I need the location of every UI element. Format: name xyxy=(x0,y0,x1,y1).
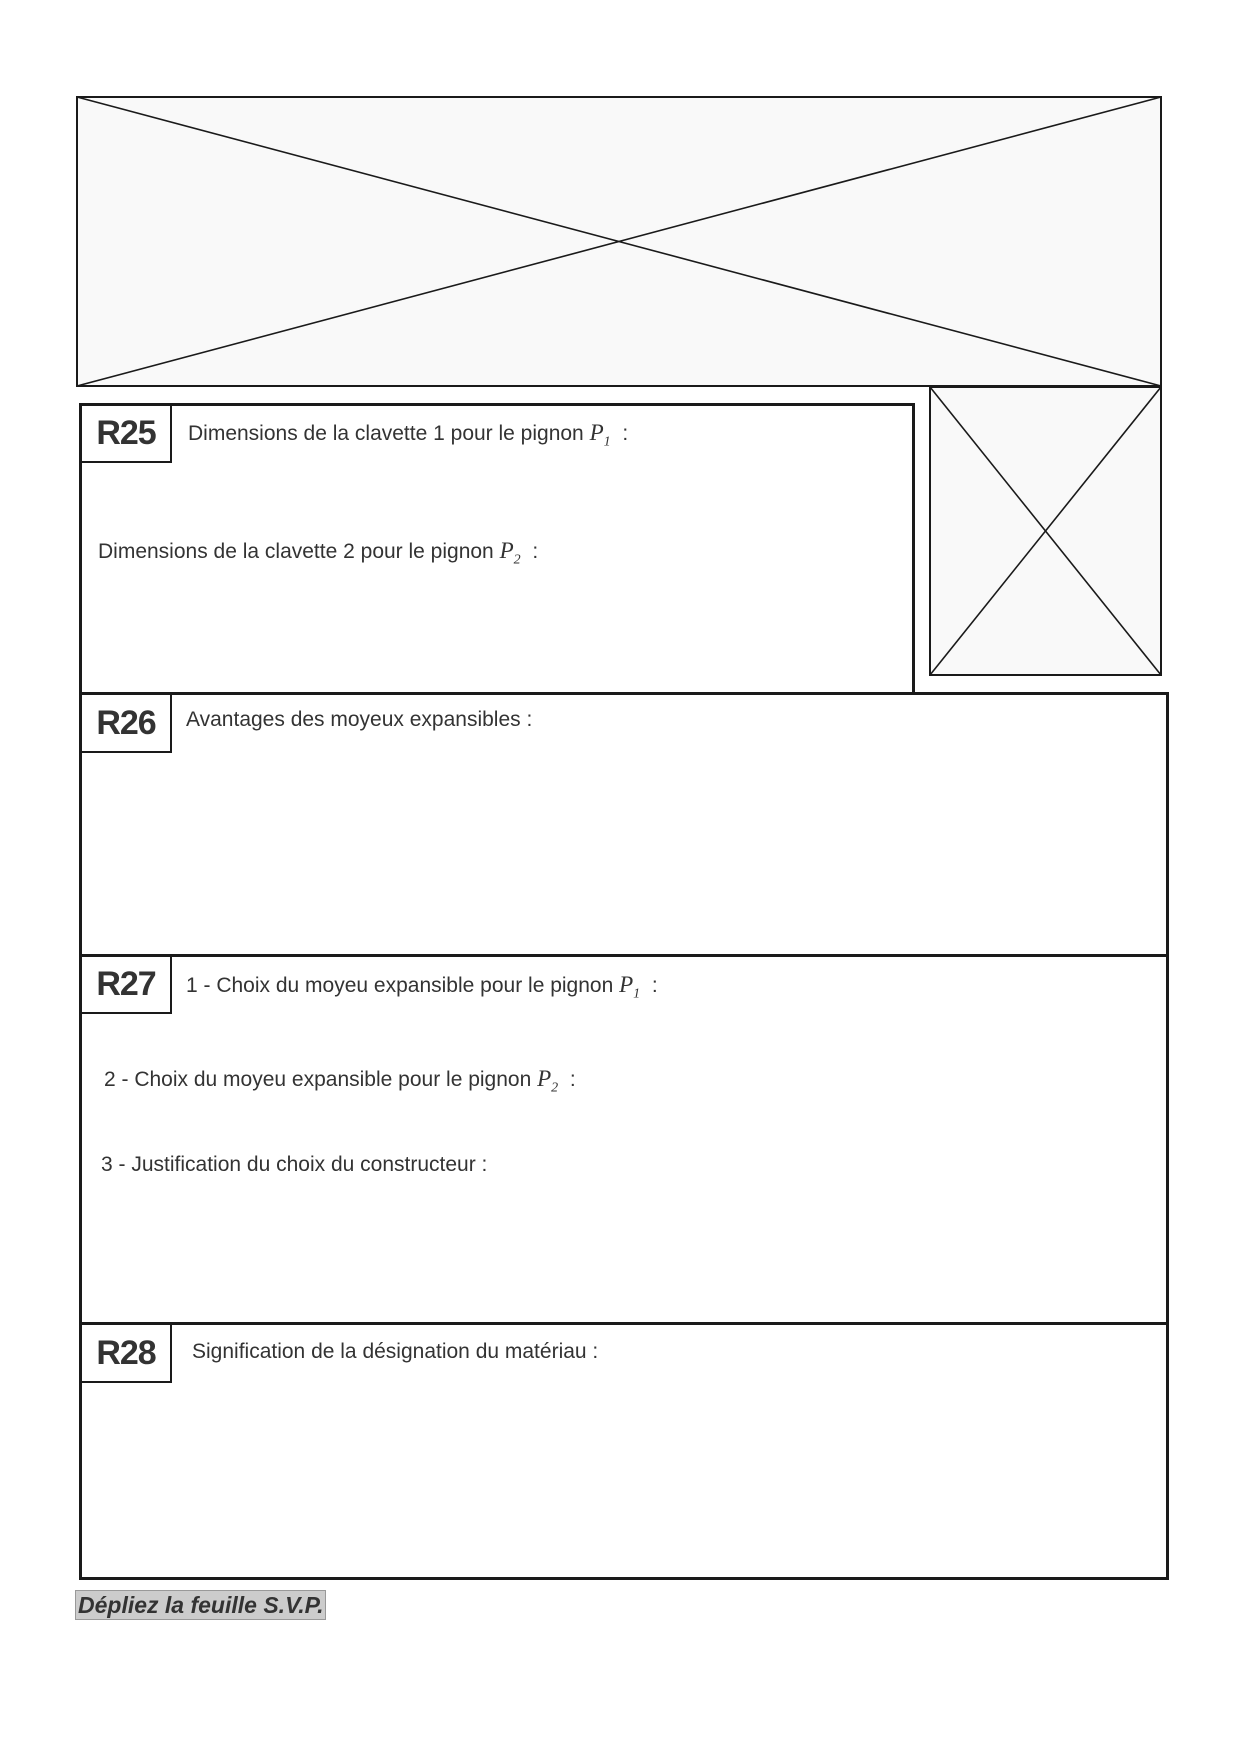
colon: : xyxy=(622,422,629,445)
r25-question-line-2 xyxy=(98,538,538,569)
question-tag-r27: R27 xyxy=(80,955,172,1014)
r27-question-line-1 xyxy=(186,972,658,1003)
colon: : xyxy=(532,540,539,563)
question-tag-r25: R25 xyxy=(80,404,172,463)
r25-question-line-1 xyxy=(188,420,628,451)
colon: : xyxy=(569,1068,576,1091)
question-tag-r26: R26 xyxy=(80,693,172,753)
image-placeholder-right xyxy=(929,386,1162,676)
variable-p2: $P_2$ xyxy=(537,1066,559,1096)
r27-line-2-text: 2 - Choix du moyeu expansible pour le pignon xyxy=(104,1068,538,1091)
variable-p2: $P_2$ xyxy=(499,538,521,568)
crossed-box-icon xyxy=(76,96,1162,387)
question-tag-r28: R28 xyxy=(80,1323,172,1383)
answer-box-r27[interactable] xyxy=(79,954,1169,1327)
r25-line-1-text: Dimensions de la clavette 1 pour le pignon xyxy=(188,422,590,445)
variable-p1: $P_1$ xyxy=(619,972,641,1002)
colon: : xyxy=(651,974,658,997)
r26-question-line-1: Avantages des moyeux expansibles : xyxy=(186,708,533,731)
r25-line-2-text: Dimensions de la clavette 2 pour le pignon xyxy=(98,540,500,563)
footer-note: Dépliez la feuille S.V.P. xyxy=(75,1590,326,1620)
r27-question-line-2 xyxy=(104,1066,576,1097)
r27-line-1-text: 1 - Choix du moyeu expansible pour le pignon xyxy=(186,974,620,997)
crossed-box-icon xyxy=(929,386,1162,676)
r28-question-line-1: Signification de la désignation du matériau : xyxy=(192,1340,599,1363)
r27-question-line-3: 3 - Justification du choix du constructeur : xyxy=(101,1153,488,1176)
image-placeholder-top xyxy=(76,96,1162,387)
variable-p1: $P_1$ xyxy=(589,420,611,450)
